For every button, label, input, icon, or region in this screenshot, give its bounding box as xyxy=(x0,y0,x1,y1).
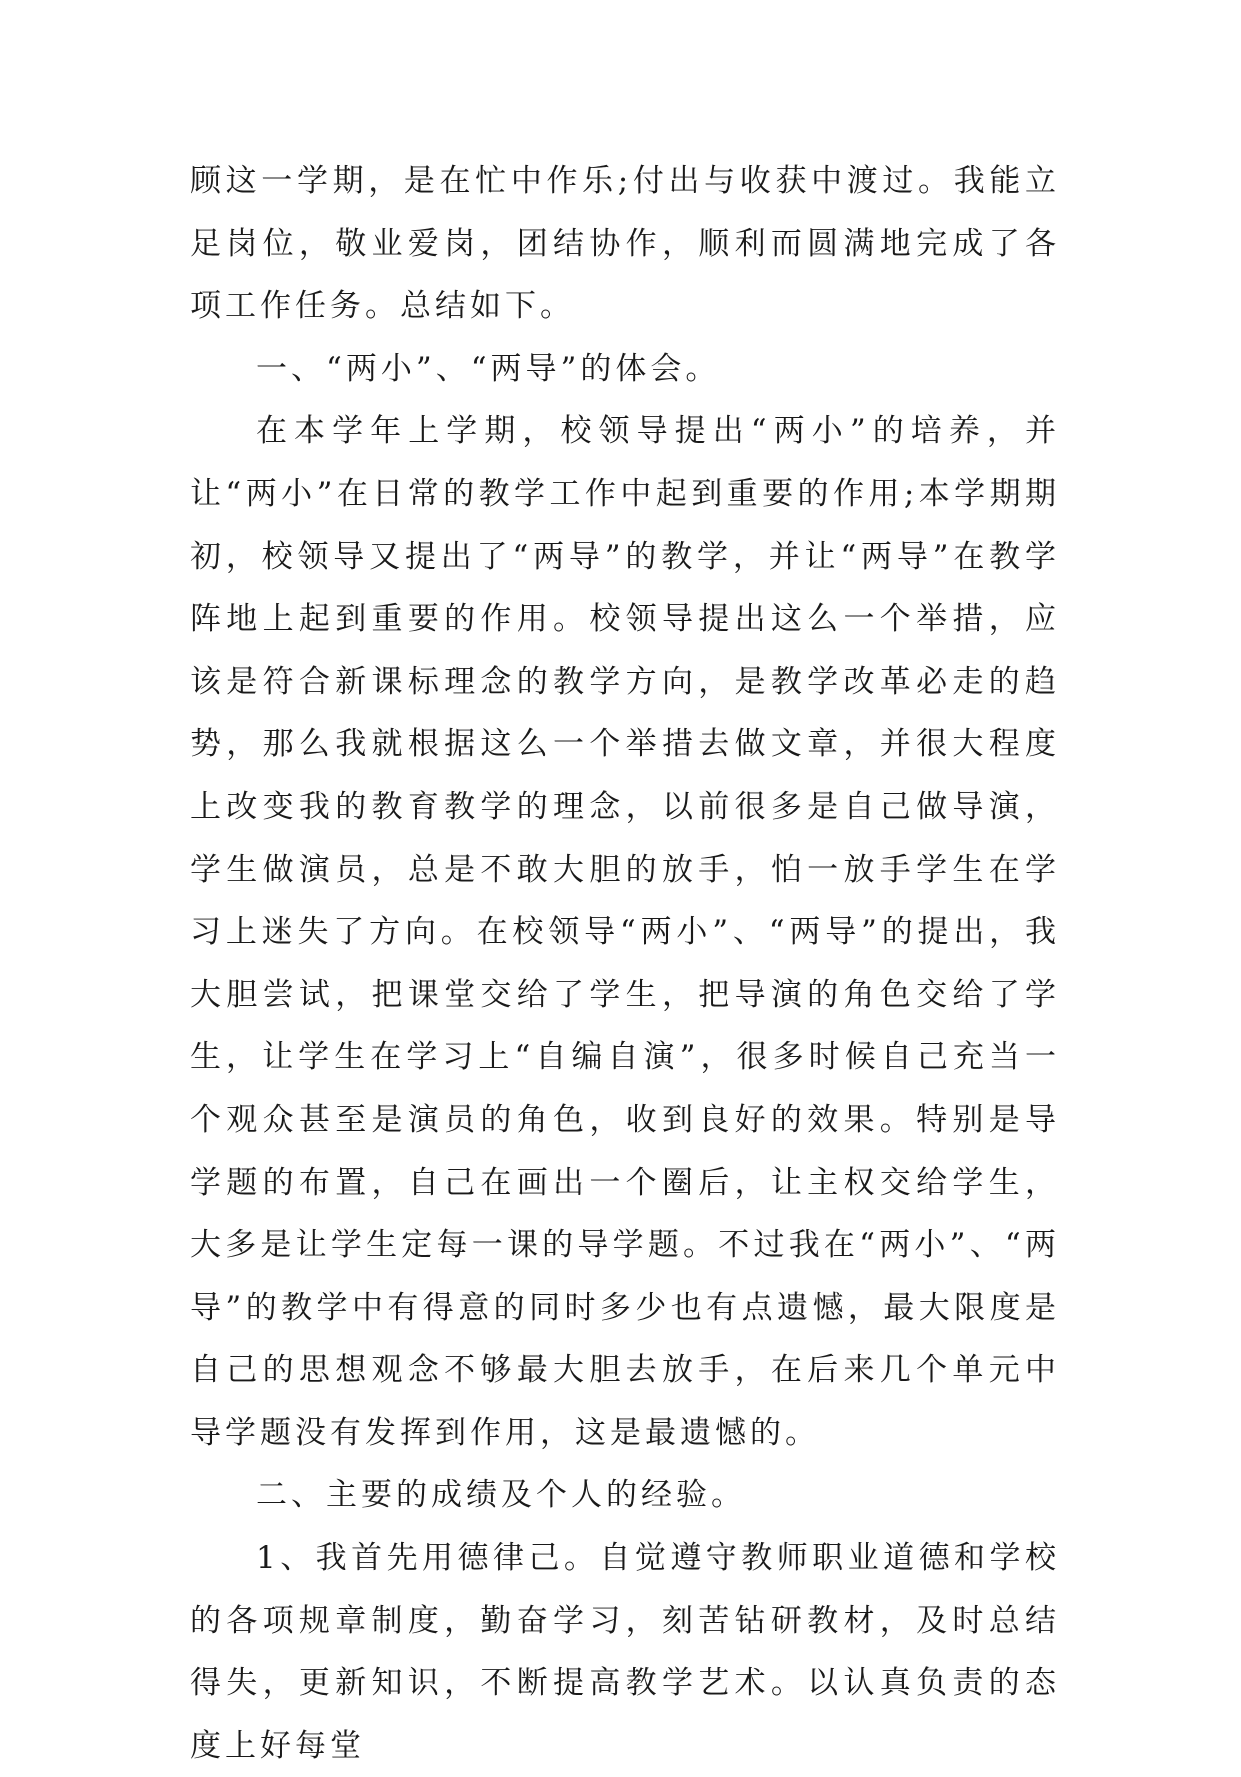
paragraph-section-two-item-1: 1、我首先用德律己。自觉遵守教师职业道德和学校的各项规章制度，勤奋学习，刻苦钻研教材，及时总结得失，更新知识，不断提高教学艺术。以认真负责的态度上好每堂 xyxy=(190,1540,1060,1764)
heading-section-two: 二、主要的成绩及个人的经验。 xyxy=(256,1477,746,1514)
document-body xyxy=(190,150,1060,1777)
heading-section-one: 一、“两小”、“两导”的体会。 xyxy=(256,350,721,387)
paragraph-section-one: 在本学年上学期，校领导提出“两小”的培养，并让“两小”在日常的教学工作中起到重要的作用;本学期期初，校领导又提出了“两导”的教学，并让“两导”在教学阵地上起到重要的作用。校领导提出这么一个举措，应该是符合新课标理念的教学方向，是教学改革必走的趋势，那么我就根据这么一个举措去做文章，并很大程度上改变我的教育教学的理念，以前很多是自己做导演，学生做演员，总是不敢大胆的放手，怕一放手学生在学习上迷失了方向。在校领导“两小”、“两导”的提出，我大胆尝试，把课堂交给了学生，把导演的角色交给了学生，让学生在学习上“自编自演”，很多时候自己充当一个观众甚至是演员的角色，收到良好的效果。特别是导学题的布置，自己在画出一个圈后，让主权交给学生，大多是让学生定每一课的导学题。不过我在“两小”、“两导”的教学中有得意的同时多少也有点遗憾，最大限度是自己的思想观念不够最大胆去放手，在后来几个单元中导学题没有发挥到作用，这是最遗憾的。 xyxy=(190,413,1060,1451)
paragraph-intro: 顾这一学期，是在忙中作乐;付出与收获中渡过。我能立足岗位，敬业爱岗，团结协作，顺利而圆满地完成了各项工作任务。总结如下。 xyxy=(190,163,1060,325)
